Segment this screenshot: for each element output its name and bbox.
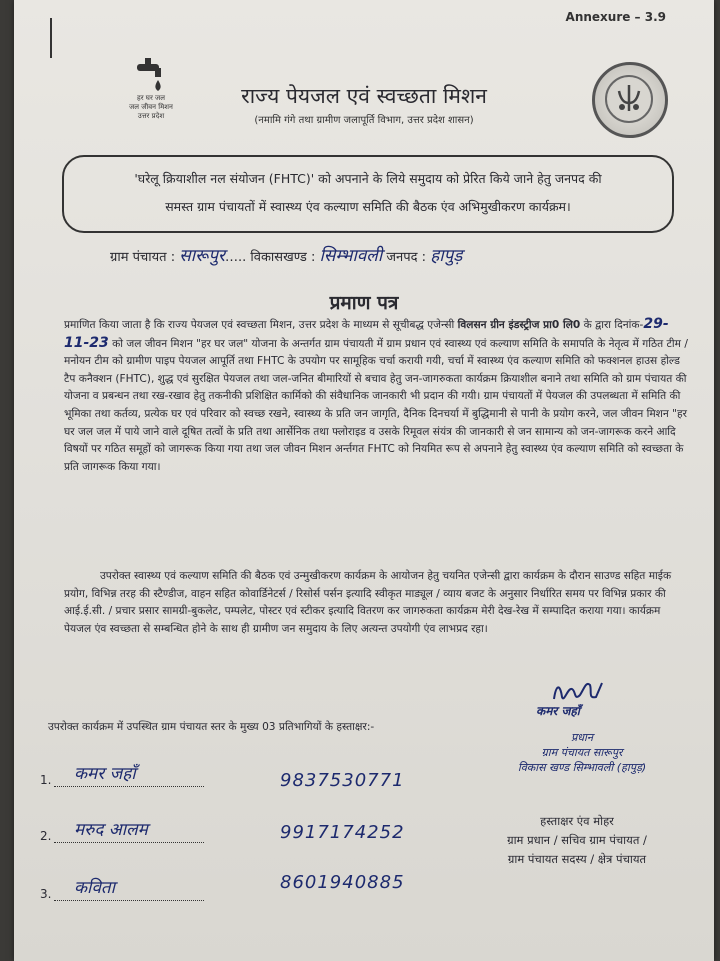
sign-block-line-2: ग्राम प्रधान / सचिव ग्राम पंचायत /: [507, 833, 647, 847]
participant-index: 1.: [40, 773, 52, 787]
location-row: ग्राम पंचायत : सारूपुर….. विकासखण्ड : सिम्भावली जनपद : हापुड़: [110, 246, 463, 266]
annexure-label: Annexure – 3.9: [565, 10, 666, 24]
certificate-paragraph-1: [64, 316, 688, 476]
logo-caption-1: हर घर जल: [137, 94, 165, 102]
para1-text-c: को जल जीवन मिशन "हर घर जल" योजना के अन्तर्गत ग्राम पंचायती में ग्राम प्रधान एवं स्वास्थ्य एवं कल्याण समिति के समापति के नेतृत्व में गठित टीम / मनोयन टीम को ग्रामीण पाइप पेयजल आपूर्ति तथा FHTC के उपयोग पर सामूहिक चर्चा करायी गयी, चर्चा में स्वास्थ्य एंव कल्याण समिति को फक्शनल हाउस होल्ड टैप कनैक्शन (FHTC), शुद्ध एवं सुरक्षित पेयजल तथा जल-जनित बीमारियों से बचाव हेतु जन-जागरुकता कार्यक्रम क्रियाशील बनाने तथा समिति को ग्राम पंचायत की योजना व प्रबन्धन तथा रख-रखाव हेतु तकनीकी प्रशिक्षित कार्मिको की संवैधानिक जानकारी भी प्रदान की गयी। ग्राम पंचायतों में पेयजल की उपलब्धता में समिति की भूमिका तथा कर्तव्य, प्रत्येक घर एवं परिवार को स्वच्छ रखने, स्वास्थ्य के प्रति जन जागृति, दैनिक दिनचर्या में बुद्धिमानी से पानी के प्रयोग करने, जल जीवन मिशन "हर घर जल जल में पाये जाने वाले दूषित तत्वों के प्रति तथा आर्सेनिक तथा फ्लोराइड व उसके रिमूवल संयंत्र की जानकारी से जन सामान्य को जन-जागरूक करने आदि विषयों पर गठित समूहों को जागरूक किया गया तथा जल जीवन मिशन अर्न्तगत FHTC को नियमित रूप से अपनाने हेतु स्वास्थ्य एंव कल्याण समिति को स्वच्छता के प्रति जागरूक किया गया।: [64, 337, 688, 473]
participant-name-line: [54, 820, 204, 843]
signature-block: [462, 812, 692, 869]
block-label: विकासखण्ड :: [250, 250, 316, 265]
participant-row-1: [40, 764, 204, 787]
district-value: हापुड़: [430, 246, 463, 266]
participant-row-2: [40, 820, 204, 843]
margin-mark: [50, 18, 52, 58]
banner-line-1: 'घरेलू क्रियाशील नल संयोजन (FHTC)' को अपनाने के लिये समुदाय को प्रेरित किये जाने हेतु जनपद की: [134, 171, 602, 186]
stamp-line-1: ग्राम पंचायत सारूपुर: [541, 746, 623, 759]
participant-name: कमर जहाँ: [74, 764, 136, 784]
para1-text-a: प्रमाणित किया जाता है कि राज्य पेयजल एवं स्वच्छता मिशन, उत्तर प्रदेश के माध्यम से सूचीबद्ध एजेन्सी: [64, 319, 458, 331]
gram-panchayat-value: सारूपुर: [179, 246, 225, 266]
program-banner: [62, 155, 674, 233]
participant-name: मरुद आलम: [74, 820, 148, 840]
pradhan-name: कमर जहाँ: [536, 704, 580, 718]
participants-intro: उपरोक्त कार्यक्रम में उपस्थित ग्राम पंचायत स्तर के मुख्य 03 प्रतिभागियों के हस्ताक्षर:-: [48, 721, 375, 733]
participant-phone-3: 8601940885: [280, 872, 405, 893]
certificate-title: प्रमाण पत्र: [329, 292, 399, 314]
logo-caption-2: जल जीवन मिशन: [129, 103, 173, 111]
participant-row-3: [40, 878, 204, 901]
sign-block-line-3: ग्राम पंचायत सदस्य / क्षेत्र पंचायत: [507, 852, 647, 866]
para1-text-b: के द्वारा दिनांक-: [580, 319, 644, 331]
participant-phone-2: 9917174252: [280, 822, 405, 843]
certificate-page: [14, 0, 714, 961]
logo-caption-3: उत्तर प्रदेश: [137, 112, 165, 120]
signature-text: Ule: [550, 662, 576, 681]
pradhan-stamp: [492, 718, 672, 775]
sign-block-line-1: हस्ताक्षर एंव मोहर: [540, 814, 614, 828]
mission-subtitle: (नमामि गंगे तथा ग्रामीण जलापूर्ति विभाग, उत्तर प्रदेश शासन): [254, 115, 474, 126]
agency-name: विलसन ग्रीन इंडस्ट्रीज प्रा0 लि0: [457, 319, 581, 331]
banner-line-2: समस्त ग्राम पंचायतों में स्वास्थ्य एंव कल्याण समिति की बैठक एंव अभिमुखीकरण कार्यक्रम।: [165, 199, 571, 214]
program-date: 29-11-23: [64, 316, 669, 351]
participant-name: कविता: [74, 878, 116, 898]
block-value: सिम्भावली: [319, 246, 383, 266]
participant-phone-1: 9837530771: [280, 770, 405, 791]
stamp-line-2: विकास खण्ड सिम्भावली (हापुड़): [517, 761, 647, 774]
participant-name-line: [54, 878, 204, 901]
stamp-role: प्रधान: [571, 731, 593, 744]
participant-name-line: [54, 764, 204, 787]
district-label: जनपद :: [386, 250, 427, 265]
certificate-paragraph-2: उपरोक्त स्वास्थ्य एवं कल्याण समिति की बैठक एवं उन्मुखीकरण कार्यक्रम के आयोजन हेतु चयनित एजेन्सी द्वारा कार्यक्रम के दौरान साउण्ड सहित माईक प्रयोग, विभिन्न तरह की स्टैण्डीज, वाहन सहित कोवार्डिनेटर्स / रिसोर्स पर्सन इत्यादि स्वीकृत माड्यूल / व्याय बजट के अनुसार निर्धारित समय पर विभिन्न प्रकार की आई.ई.सी. / प्रचार प्रसार सामग्री-बुकलेट, पम्पलेट, पोस्टर एवं स्टीकर इत्यादि वितरण कर जागरुकता कार्यक्रम मेरी देख-रेख में सम्पादित कराया गया। कार्यक्रम पेयजल एंव स्वच्छता से सम्बन्धित होने के साथ ही ग्रामीण जन समुदाय के लिए अत्यन्त उपयोगी एंव लाभप्रद रहा।: [64, 570, 672, 635]
participant-index: 3.: [40, 887, 52, 901]
gram-panchayat-label: ग्राम पंचायत :: [110, 250, 176, 265]
participant-index: 2.: [40, 829, 52, 843]
mission-title: राज्य पेयजल एवं स्वच्छता मिशन: [241, 84, 487, 108]
